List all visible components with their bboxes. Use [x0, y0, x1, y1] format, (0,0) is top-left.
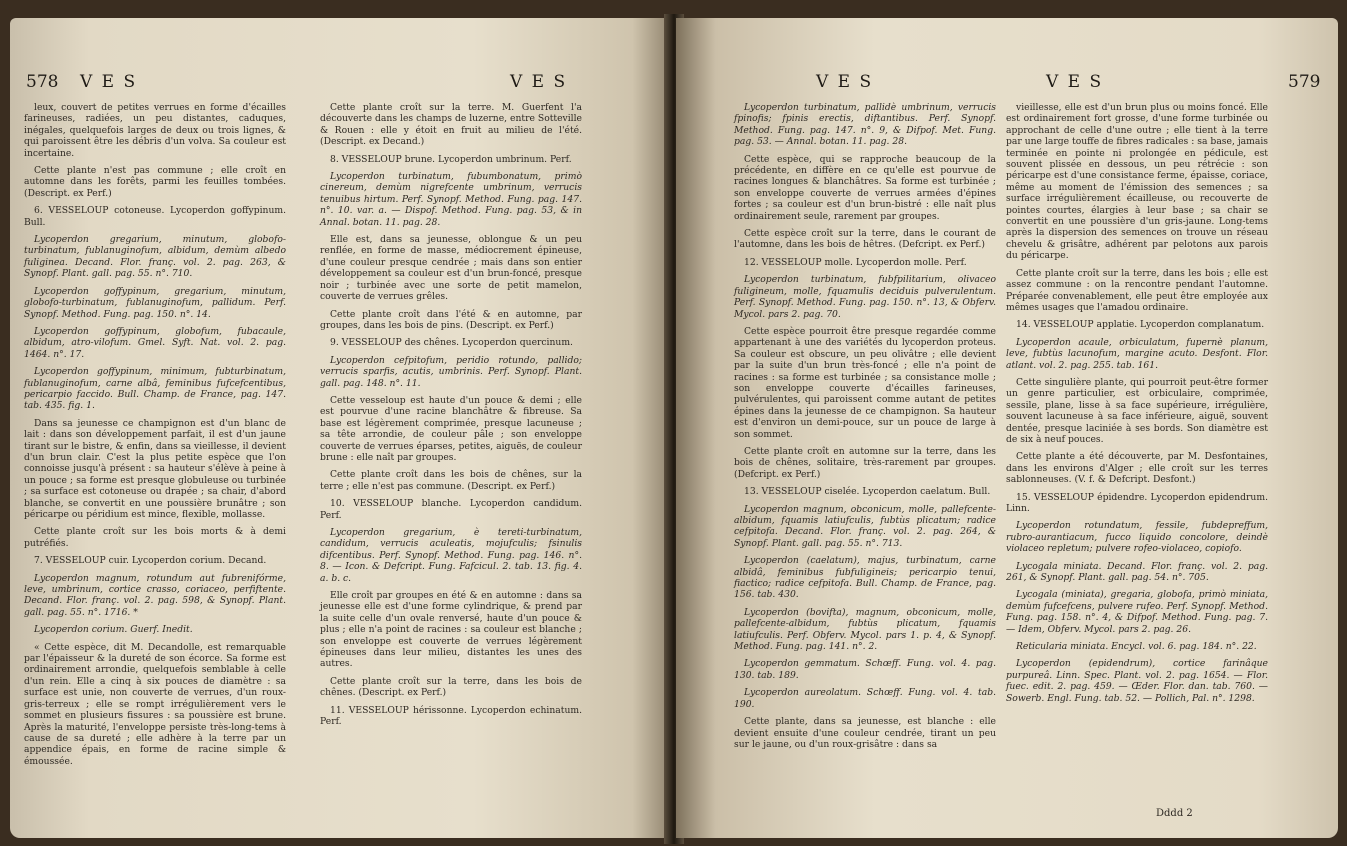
paragraph: Cette plante n'est pas commune ; elle croît en automne dans les forêts, parmi les feuilles tombées. (Descript. ex Perf.) — [24, 165, 286, 199]
synonym-citation: Lycoperdon cefpitofum, peridio rotundo, pallido; verrucis sparfis, acutis, umbrinis. Perf. Synopf. Plant. gall. pag. 148. n°. 11. — [320, 354, 582, 389]
synonym-citation: Lycoperdon (caelatum), majus, turbinatum, carne albidâ, feminibus fubfuligineis; pericarpio tenui, fiactico; radice cefpitofa. Bull. Champ. de France, pag. 156. tab. 430. — [734, 555, 996, 601]
synonym-citation: Lycoperdon gemmatum. Schœff. Fung. vol. 4. pag. 130. tab. 189. — [734, 658, 996, 681]
species-entry-heading: 7. VESSELOUP cuir. Lycoperdon corium. Decand. — [34, 555, 267, 567]
left-page — [10, 18, 672, 838]
synonym-citation: Lycoperdon gregarium, minutum, globofo-turbinatum, fublanuginofum, albidum, demùm albedo fuliginea. Decand. Flor. franç. vol. 2. pag. 263, & Synopf. Plant. gall. pag. 55. n°. 710. — [24, 234, 286, 280]
species-entry-heading: 11. VESSELOUP hérissonne. Lycoperdon echinatum. Perf. — [320, 704, 582, 728]
page-number-left: 578 — [26, 72, 59, 92]
left-page-column-2 — [320, 102, 582, 734]
paragraph: Dans sa jeunesse ce champignon est d'un blanc de lait : dans son développement parfait, il est d'un jaune tirant sur le bistre, & enfin, dans sa vieillesse, il devient d'un brun clair. C'est la plus petite espèce que l'on connoisse jusqu'à présent : sa hauteur s'élève à peine à un pouce ; sa forme est presque globuleuse ou turbinée ; sa surface est cotoneuse ou drapée ; sa chair, d'abord blanche, se convertit en une poussière brunâtre ; son péricarpe ou péridium est mince, flexible, mollasse. — [24, 417, 286, 520]
species-entry-heading: 12. VESSELOUP molle. Lycoperdon molle. Perf. — [744, 256, 967, 268]
synonym-citation: Lycoperdon corium. Guerf. Inedit. — [34, 624, 193, 636]
synonym-citation: Reticularia miniata. Encycl. vol. 6. pag. 184. n°. 22. — [1016, 641, 1257, 653]
synonym-citation: Lycoperdon magnum, rotundum aut fubrenifórme, leve, umbrinum, cortice crasso, coriaceo, perfiftente. Decand. Flor. franç. vol. 2. pag. 598, & Synopf. Plant. gall. pag. 55. n°. 1716. * — [24, 572, 286, 618]
paragraph: Elle est, dans sa jeunesse, oblongue & un peu renflée, en forme de masse, médiocrement épineuse, d'une couleur presque cendrée ; mais dans son entier développement sa couleur est d'un brun-foncé, presque noir ; turbinée avec une sorte de petit mamelon, couverte de verrues grêles. — [320, 234, 582, 303]
paragraph: Cette plante a été découverte, par M. Desfontaines, dans les environs d'Alger ; elle croît sur les terres sablonneuses. (V. f. & Defcript. Desfont.) — [1006, 451, 1268, 486]
paragraph: Cette plante croît sur la terre, dans les bois ; elle est assez commune : on la rencontre pendant l'automne. Préparée convenablement, elle peut être employée aux mêmes usages que l'amadou ordinaire. — [1006, 267, 1268, 313]
paragraph: « Cette espèce, dit M. Decandolle, est remarquable par l'épaisseur & la dureté de son écorce. Sa forme est ordinairement arrondie, quelquefois semblable à celle d'un rein. Elle a cinq à six pouces de diamètre : sa surface est unie, non couverte de verrues, d'un roux-gris-terreux ; elle se rompt irrégulièrement vers le sommet en plusieurs fissures : sa poussière est brune. Après la maturité, l'enveloppe persiste très-long-tems à cause de sa dureté ; elle adhère à la terre par un appendice épais, en forme de racine simple & émoussée. — [24, 641, 286, 767]
species-entry-heading: 6. VESSELOUP cotoneuse. Lycoperdon goffypinum. Bull. — [24, 205, 286, 228]
synonym-citation: Lycoperdon magnum, obconicum, molle, pallefcente-albidum, fquamis latiufculis, fubtùs plicatum; radice cefpitofa. Decand. Flor. franç. vol. 2. pag. 264, & Synopf. Plant. gall. pag. 55. n°. 713. — [734, 503, 996, 549]
paragraph: Cette plante croît sur la terre. M. Guerfent l'a découverte dans les champs de luzerne, entre Sotteville & Rouen : elle y étoit en fruit au milieu de l'été. (Descript. ex Decand.) — [320, 102, 582, 148]
synonym-citation: Lycoperdon (epidendrum), cortice farinâque purpureâ. Linn. Spec. Plant. vol. 2. pag. 1654. — Flor. fuec. edit. 2. pag. 459. — Œder. Flor. dan. tab. 760. — Sowerb. Engl. Fung. tab. 52. — Pollich, Pal. n°. 1298. — [1006, 658, 1268, 704]
paragraph: vieillesse, elle est d'un brun plus ou moins foncé. Elle est ordinairement fort grosse, d'une forme turbinée ou approchant de celle d'une outre ; elle tient à la terre par une large touffe de fibres radicales : sa base, jamais terminée en pointe ni prolongée en pédicule, est souvent plissée en dessous, un peu rétrécie : son péricarpe est d'une consistance ferme, épaisse, coriace, même au moment de l'émission des semences ; sa surface irrégulièrement écailleuse, ou recouverte de pointes courtes, élargies à leur base ; sa chair se convertit en une poussière d'un gris-jaune. Long-tems après la dispersion des semences on trouve un réseau chevelu & grisâtre, adhérent par pelotons aux parois du péricarpe. — [1006, 102, 1268, 262]
synonym-citation: Lycoperdon turbinatum, fubumbonatum, primò cinereum, demùm nigrefcente umbrinum, verrucis tenuibus hirtum. Perf. Synopf. Method. Fung. pag. 147. n°. 10. var. a. — Dispof. Method. Fung. pag. 53, & in Annal. botan. 11. pag. 28. — [320, 171, 582, 228]
paragraph: Cette plante, dans sa jeunesse, est blanche : elle devient ensuite d'une couleur cendrée, tirant un peu sur le jaune, ou d'un roux-grisâtre : dans sa — [734, 716, 996, 750]
species-entry-heading: 10. VESSELOUP blanche. Lycoperdon candidum. Perf. — [320, 498, 582, 521]
paragraph: Cette espèce croît sur la terre, dans le courant de l'automne, dans les bois de hêtres. (Defcript. ex Perf.) — [734, 228, 996, 251]
paragraph: Cette plante croît en automne sur la terre, dans les bois de chênes, solitaire, très-rarement par groupes. (Defcript. ex Perf.) — [734, 445, 996, 480]
paragraph: Elle croît par groupes en été & en automne : dans sa jeunesse elle est d'une forme cylindrique, & prend par la suite celle d'un ovale renversé, haute d'un pouce & plus ; elle n'a point de racines : sa couleur est blanche ; son enveloppe est couverte de verrues légèrement épineuses dans leur milieu, distantes les unes des autres. — [320, 590, 582, 670]
paragraph: Cette plante croît sur les bois morts & à demi putréfiés. — [24, 526, 286, 549]
synonym-citation: Lycoperdon turbinatum, fubfpilitarium, olivaceo fuligineum, molle, fquamulis deciduis pulverulentum. Perf. Synopf. Method. Fung. pag. 150. n°. 13, & Obferv. Mycol. pars 2. pag. 70. — [734, 274, 996, 320]
running-header-left-col1: V E S — [80, 72, 138, 92]
running-header-left-col2: V E S — [510, 72, 568, 92]
species-entry-heading: 9. VESSELOUP des chênes. Lycoperdon quercinum. — [330, 337, 573, 349]
synonym-citation: Lycoperdon turbinatum, pallidè umbrinum, verrucis fpinofis; fpinis erectis, diftantibus. Perf. Synopf. Method. Fung. pag. 147. n°. 9, & Difpof. Met. Fung. pag. 53. — Annal. botan. 11. pag. 28. — [734, 102, 996, 148]
synonym-citation: Lycoperdon rotundatum, fessile, fubdepreffum, rubro-aurantiacum, fucco liquido concolore, deindè violaceo repletum; pulvere rofeo-violaceo, copiofo. — [1006, 520, 1268, 555]
page-number-right: 579 — [1288, 72, 1321, 92]
synonym-citation: Lycoperdon acaule, orbiculatum, fupernè planum, leve, fubtùs lacunofum, margine acuto. Desfont. Flor. atlant. vol. 2. pag. 255. tab. 161. — [1006, 336, 1268, 371]
synonym-citation: Lycoperdon aureolatum. Schœff. Fung. vol. 4. tab. 190. — [734, 687, 996, 710]
species-entry-heading: 15. VESSELOUP épidendre. Lycoperdon epidendrum. Linn. — [1006, 491, 1268, 514]
right-page — [676, 18, 1338, 838]
paragraph: Cette plante croît dans l'été & en automne, par groupes, dans les bois de pins. (Descript. ex Perf.) — [320, 308, 582, 331]
paragraph: Cette espèce pourroit être presque regardée comme appartenant à une des variétés du lycoperdon proteus. Sa couleur est obscure, un peu olivâtre ; elle devient par la suite d'un brun très-foncé ; elle n'a point de racines : sa forme est turbinée ; sa consistance molle ; son enveloppe couverte d'écailles farineuses, pulvérulentes, qui paroissent comme autant de petites épines dans la jeunesse de ce champignon. Sa hauteur est d'environ un demi-pouce, sur un pouce de large à son sommet. — [734, 325, 996, 440]
species-entry-heading: 13. VESSELOUP ciselée. Lycoperdon caelatum. Bull. — [744, 486, 991, 498]
paragraph: Cette espèce, qui se rapproche beaucoup de la précédente, en diffère en ce qu'elle est pourvue de racines longues & blanchâtres. Sa forme est turbinée ; son enveloppe couverte de verrues armées d'épines fortes ; sa couleur est d'un brun-bistré : elle naît plus ordinairement seule, rarement par groupes. — [734, 153, 996, 222]
paragraph: leux, couvert de petites verrues en forme d'écailles farineuses, radiées, un peu distantes, caduques, inégales, quelquefois larges de deux ou trois lignes, & qui paroissent être les débris d'un volva. Sa couleur est incertaine. — [24, 102, 286, 159]
species-entry-heading: 8. VESSELOUP brune. Lycoperdon umbrinum. Perf. — [330, 153, 572, 165]
paragraph: Cette plante croît sur la terre, dans les bois de chênes. (Descript. ex Perf.) — [320, 675, 582, 699]
synonym-citation: Lycoperdon (bovifta), magnum, obconicum, molle, pallefcente-albidum, fubtùs plicatum, fquamis latiufculis. Perf. Obferv. Mycol. pars 1. p. 4, & Synopf. Method. Fung. pag. 141. n°. 2. — [734, 606, 996, 653]
paragraph: Cette plante croît dans les bois de chênes, sur la terre ; elle n'est pas commune. (Descript. ex Perf.) — [320, 469, 582, 492]
printer-signature: Dddd 2 — [1156, 808, 1193, 819]
running-header-right-col2: V E S — [1046, 72, 1104, 92]
left-page-column-1 — [24, 102, 286, 773]
paragraph: Cette singulière plante, qui pourroit peut-être former un genre particulier, est orbiculaire, comprimée, sessile, plane, lisse à sa face supérieure, irrégulière, souvent lacuneuse à sa face inférieure, aiguë, souvent dentée, presque laciniée à ses bords. Son diamètre est de six à neuf pouces. — [1006, 376, 1268, 445]
right-page-column-1 — [734, 102, 996, 756]
synonym-citation: Lycoperdon gregarium, è tereti-turbinatum, candidum, verrucis aculeatis, mojufculis; fsinulis difcentibus. Perf. Synopf. Method. Fung. pag. 146. n°. 8. — Icon. & Defcript. Fung. Fafcicul. 2. tab. 13. fig. 4. a. b. c. — [320, 527, 582, 584]
right-page-column-2 — [1006, 102, 1268, 710]
synonym-citation: Lycoperdon goffypinum, minimum, fubturbinatum, fublanuginofum, carne albâ, feminibus fufcefcentibus, pericarpio faccido. Bull. Champ. de France, pag. 147. tab. 435. fig. 1. — [24, 366, 286, 412]
running-header-right-col1: V E S — [816, 72, 874, 92]
synonym-citation: Lycogala miniata. Decand. Flor. franç. vol. 2. pag. 261, & Synopf. Plant. gall. pag. 54. n°. 705. — [1006, 560, 1268, 584]
species-entry-heading: 14. VESSELOUP applatie. Lycoperdon complanatum. — [1016, 319, 1265, 331]
synonym-citation: Lycogala (miniata), gregaria, globofa, primò miniata, demùm fufcefcens, pulvere rufeo. Perf. Synopf. Method. Fung. pag. 158. n°. 4, & Difpof. Method. Fung. pag. 7. — Idem, Obferv. Mycol. pars 2. pag. 26. — [1006, 589, 1268, 635]
synonym-citation: Lycoperdon goffypinum, gregarium, minutum, globofo-turbinatum, fublanuginofum, pallidum. Perf. Synopf. Method. Fung. pag. 150. n°. 14. — [24, 285, 286, 320]
paragraph: Cette vesseloup est haute d'un pouce & demi ; elle est pourvue d'une racine blanchâtre & fibreuse. Sa base est légèrement comprimée, presque lacuneuse ; sa tête arrondie, de couleur pâle ; son enveloppe couverte de verrues éparses, petites, aiguës, de couleur brune : elle naît par groupes. — [320, 394, 582, 463]
synonym-citation: Lycoperdon goffypinum, globofum, fubacaule, albidum, atro-vilofum. Gmel. Syft. Nat. vol. 2. pag. 1464. n°. 17. — [24, 325, 286, 360]
